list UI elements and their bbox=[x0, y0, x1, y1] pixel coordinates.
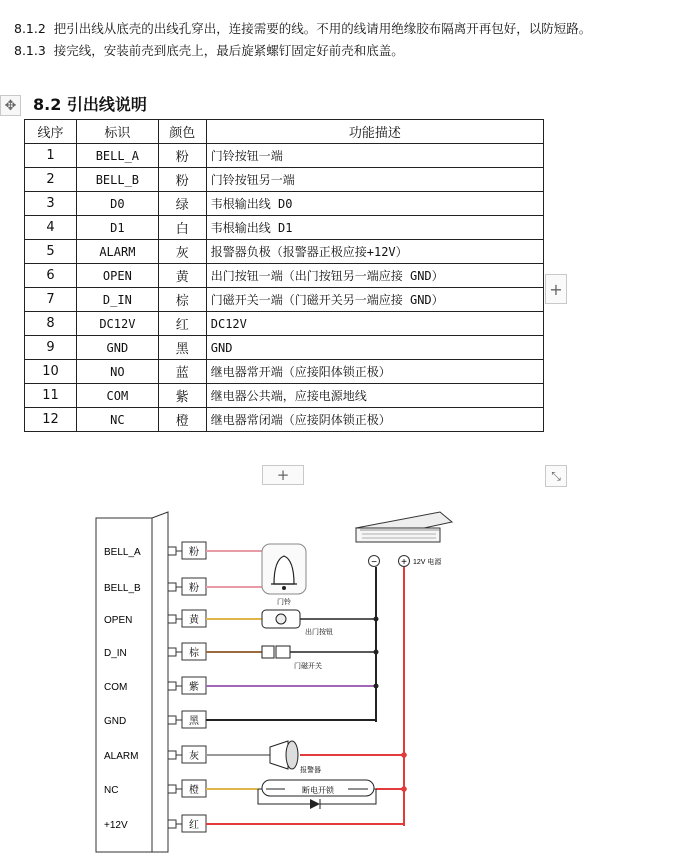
cell-function: 门铃按钮另一端 bbox=[206, 168, 543, 192]
table-row bbox=[25, 408, 544, 432]
wire-color-label: 灰 bbox=[189, 751, 199, 762]
terminal-label: COM bbox=[104, 682, 128, 693]
exit-button-icon bbox=[262, 610, 300, 628]
table-row bbox=[25, 168, 544, 192]
cell-label: DC12V bbox=[76, 312, 158, 336]
wire-color-label: 红 bbox=[189, 820, 199, 831]
exit-button-label: 出门按钮 bbox=[305, 629, 333, 636]
cell-color: 橙 bbox=[158, 408, 206, 432]
power-supply bbox=[356, 512, 452, 542]
paragraph-8-1-2 bbox=[14, 21, 591, 37]
cell-wire-order: 7 bbox=[25, 288, 77, 312]
cell-wire-order: 1 bbox=[25, 144, 77, 168]
door-sensor-icon bbox=[262, 646, 290, 658]
table-row bbox=[25, 144, 544, 168]
alarm-icon bbox=[270, 741, 298, 769]
cell-label: NO bbox=[76, 360, 158, 384]
door-sensor-label: 门磁开关 bbox=[294, 663, 322, 670]
table-row bbox=[25, 264, 544, 288]
cell-label: ALARM bbox=[76, 240, 158, 264]
cell-function: 继电器常开端（应接阳体锁正极） bbox=[206, 360, 543, 384]
cell-function: DC12V bbox=[206, 312, 543, 336]
cell-function: 门铃按钮一端 bbox=[206, 144, 543, 168]
terminal-label: +12V bbox=[104, 820, 128, 831]
wire-color-label: 黄 bbox=[189, 615, 199, 626]
terminal-label: NC bbox=[104, 785, 119, 796]
wiring-diagram bbox=[0, 500, 700, 864]
alarm-label: 报警器 bbox=[300, 767, 321, 774]
header-label: 标识 bbox=[76, 120, 158, 144]
power-plus-label: + bbox=[401, 557, 407, 568]
cell-function: 韦根输出线 D0 bbox=[206, 192, 543, 216]
cell-wire-order: 12 bbox=[25, 408, 77, 432]
terminal-pin bbox=[168, 751, 176, 759]
cell-label: BELL_A bbox=[76, 144, 158, 168]
wire-color-label: 紫 bbox=[189, 682, 199, 693]
cell-wire-order: 6 bbox=[25, 264, 77, 288]
cell-label: COM bbox=[76, 384, 158, 408]
cell-label: D_IN bbox=[76, 288, 158, 312]
bell-label: 门铃 bbox=[277, 599, 291, 606]
bell-wires bbox=[206, 551, 262, 587]
cell-color: 粉 bbox=[158, 144, 206, 168]
cell-label: GND bbox=[76, 336, 158, 360]
cell-wire-order: 5 bbox=[25, 240, 77, 264]
header-function: 功能描述 bbox=[206, 120, 543, 144]
add-row-button[interactable]: + bbox=[262, 465, 304, 485]
paragraph-text: 接完线，安装前壳到底壳上，最后旋紧螺钉固定好前壳和底盖。 bbox=[53, 43, 404, 58]
table-resize-icon[interactable]: ⤡ bbox=[545, 465, 567, 487]
terminal-pin bbox=[168, 583, 176, 591]
terminal-label: D_IN bbox=[104, 648, 127, 659]
terminal-label: GND bbox=[104, 716, 127, 727]
cell-label: BELL_B bbox=[76, 168, 158, 192]
cell-wire-order: 2 bbox=[25, 168, 77, 192]
cell-wire-order: 9 bbox=[25, 336, 77, 360]
cell-function: 出门按钮一端（出门按钮另一端应接 GND） bbox=[206, 264, 543, 288]
cell-label: OPEN bbox=[76, 264, 158, 288]
cell-function: 韦根输出线 D1 bbox=[206, 216, 543, 240]
lock-label: 断电开锁 bbox=[302, 786, 334, 795]
terminal-label: ALARM bbox=[104, 751, 139, 762]
section-title: 8.2 引出线说明 bbox=[33, 95, 147, 114]
paragraph-number: 8.1.2 bbox=[14, 21, 46, 36]
wire-color-label: 棕 bbox=[189, 648, 199, 659]
terminal-pin bbox=[168, 682, 176, 690]
terminal-pin bbox=[168, 547, 176, 555]
wire-color-label: 黑 bbox=[189, 716, 199, 727]
wire-color-label: 粉 bbox=[189, 583, 199, 594]
cell-color: 红 bbox=[158, 312, 206, 336]
wire-color-label: 粉 bbox=[189, 547, 199, 558]
cell-function: 报警器负极（报警器正极应接+12V） bbox=[206, 240, 543, 264]
terminal-label: BELL_B bbox=[104, 583, 141, 594]
terminal-label: OPEN bbox=[104, 615, 133, 626]
add-column-button[interactable]: + bbox=[545, 274, 567, 304]
table-row bbox=[25, 336, 544, 360]
cell-wire-order: 10 bbox=[25, 360, 77, 384]
wire-description-table bbox=[24, 119, 544, 432]
table-row bbox=[25, 216, 544, 240]
cell-label: NC bbox=[76, 408, 158, 432]
cell-function: 门磁开关一端（门磁开关另一端应接 GND） bbox=[206, 288, 543, 312]
terminal-pin bbox=[168, 716, 176, 724]
cell-color: 绿 bbox=[158, 192, 206, 216]
cell-label: D1 bbox=[76, 216, 158, 240]
terminal-pin bbox=[168, 615, 176, 623]
terminal-pin bbox=[168, 648, 176, 656]
paragraph-8-1-3 bbox=[14, 43, 404, 59]
cell-function: GND bbox=[206, 336, 543, 360]
terminal-pin bbox=[168, 820, 176, 828]
table-move-handle-icon[interactable]: ✥ bbox=[0, 95, 21, 116]
table-row bbox=[25, 192, 544, 216]
power-supply-label: 12V 电源 bbox=[413, 559, 442, 566]
cell-function: 继电器常闭端（应接阴体锁正极） bbox=[206, 408, 543, 432]
cell-wire-order: 3 bbox=[25, 192, 77, 216]
cell-color: 黄 bbox=[158, 264, 206, 288]
cell-color: 灰 bbox=[158, 240, 206, 264]
cell-color: 蓝 bbox=[158, 360, 206, 384]
table-row bbox=[25, 312, 544, 336]
terminal-label: BELL_A bbox=[104, 547, 141, 558]
bell-icon bbox=[262, 544, 306, 594]
header-wire-order: 线序 bbox=[25, 120, 77, 144]
table-row bbox=[25, 288, 544, 312]
terminal-pin bbox=[168, 785, 176, 793]
table-row bbox=[25, 384, 544, 408]
header-color: 颜色 bbox=[158, 120, 206, 144]
table-row bbox=[25, 240, 544, 264]
cell-label: D0 bbox=[76, 192, 158, 216]
power-minus-label: − bbox=[371, 557, 377, 568]
wire-color-label: 橙 bbox=[189, 785, 199, 796]
cell-color: 黑 bbox=[158, 336, 206, 360]
cell-color: 粉 bbox=[158, 168, 206, 192]
cell-color: 棕 bbox=[158, 288, 206, 312]
table-header-row bbox=[25, 120, 544, 144]
cell-wire-order: 4 bbox=[25, 216, 77, 240]
paragraph-number: 8.1.3 bbox=[14, 43, 46, 58]
cell-function: 继电器公共端，应接电源地线 bbox=[206, 384, 543, 408]
paragraph-text: 把引出线从底壳的出线孔穿出，连接需要的线。不用的线请用绝缘胶布隔离开再包好，以防短路。 bbox=[53, 21, 592, 36]
cell-wire-order: 8 bbox=[25, 312, 77, 336]
cell-wire-order: 11 bbox=[25, 384, 77, 408]
cell-color: 紫 bbox=[158, 384, 206, 408]
table-row bbox=[25, 360, 544, 384]
cell-color: 白 bbox=[158, 216, 206, 240]
